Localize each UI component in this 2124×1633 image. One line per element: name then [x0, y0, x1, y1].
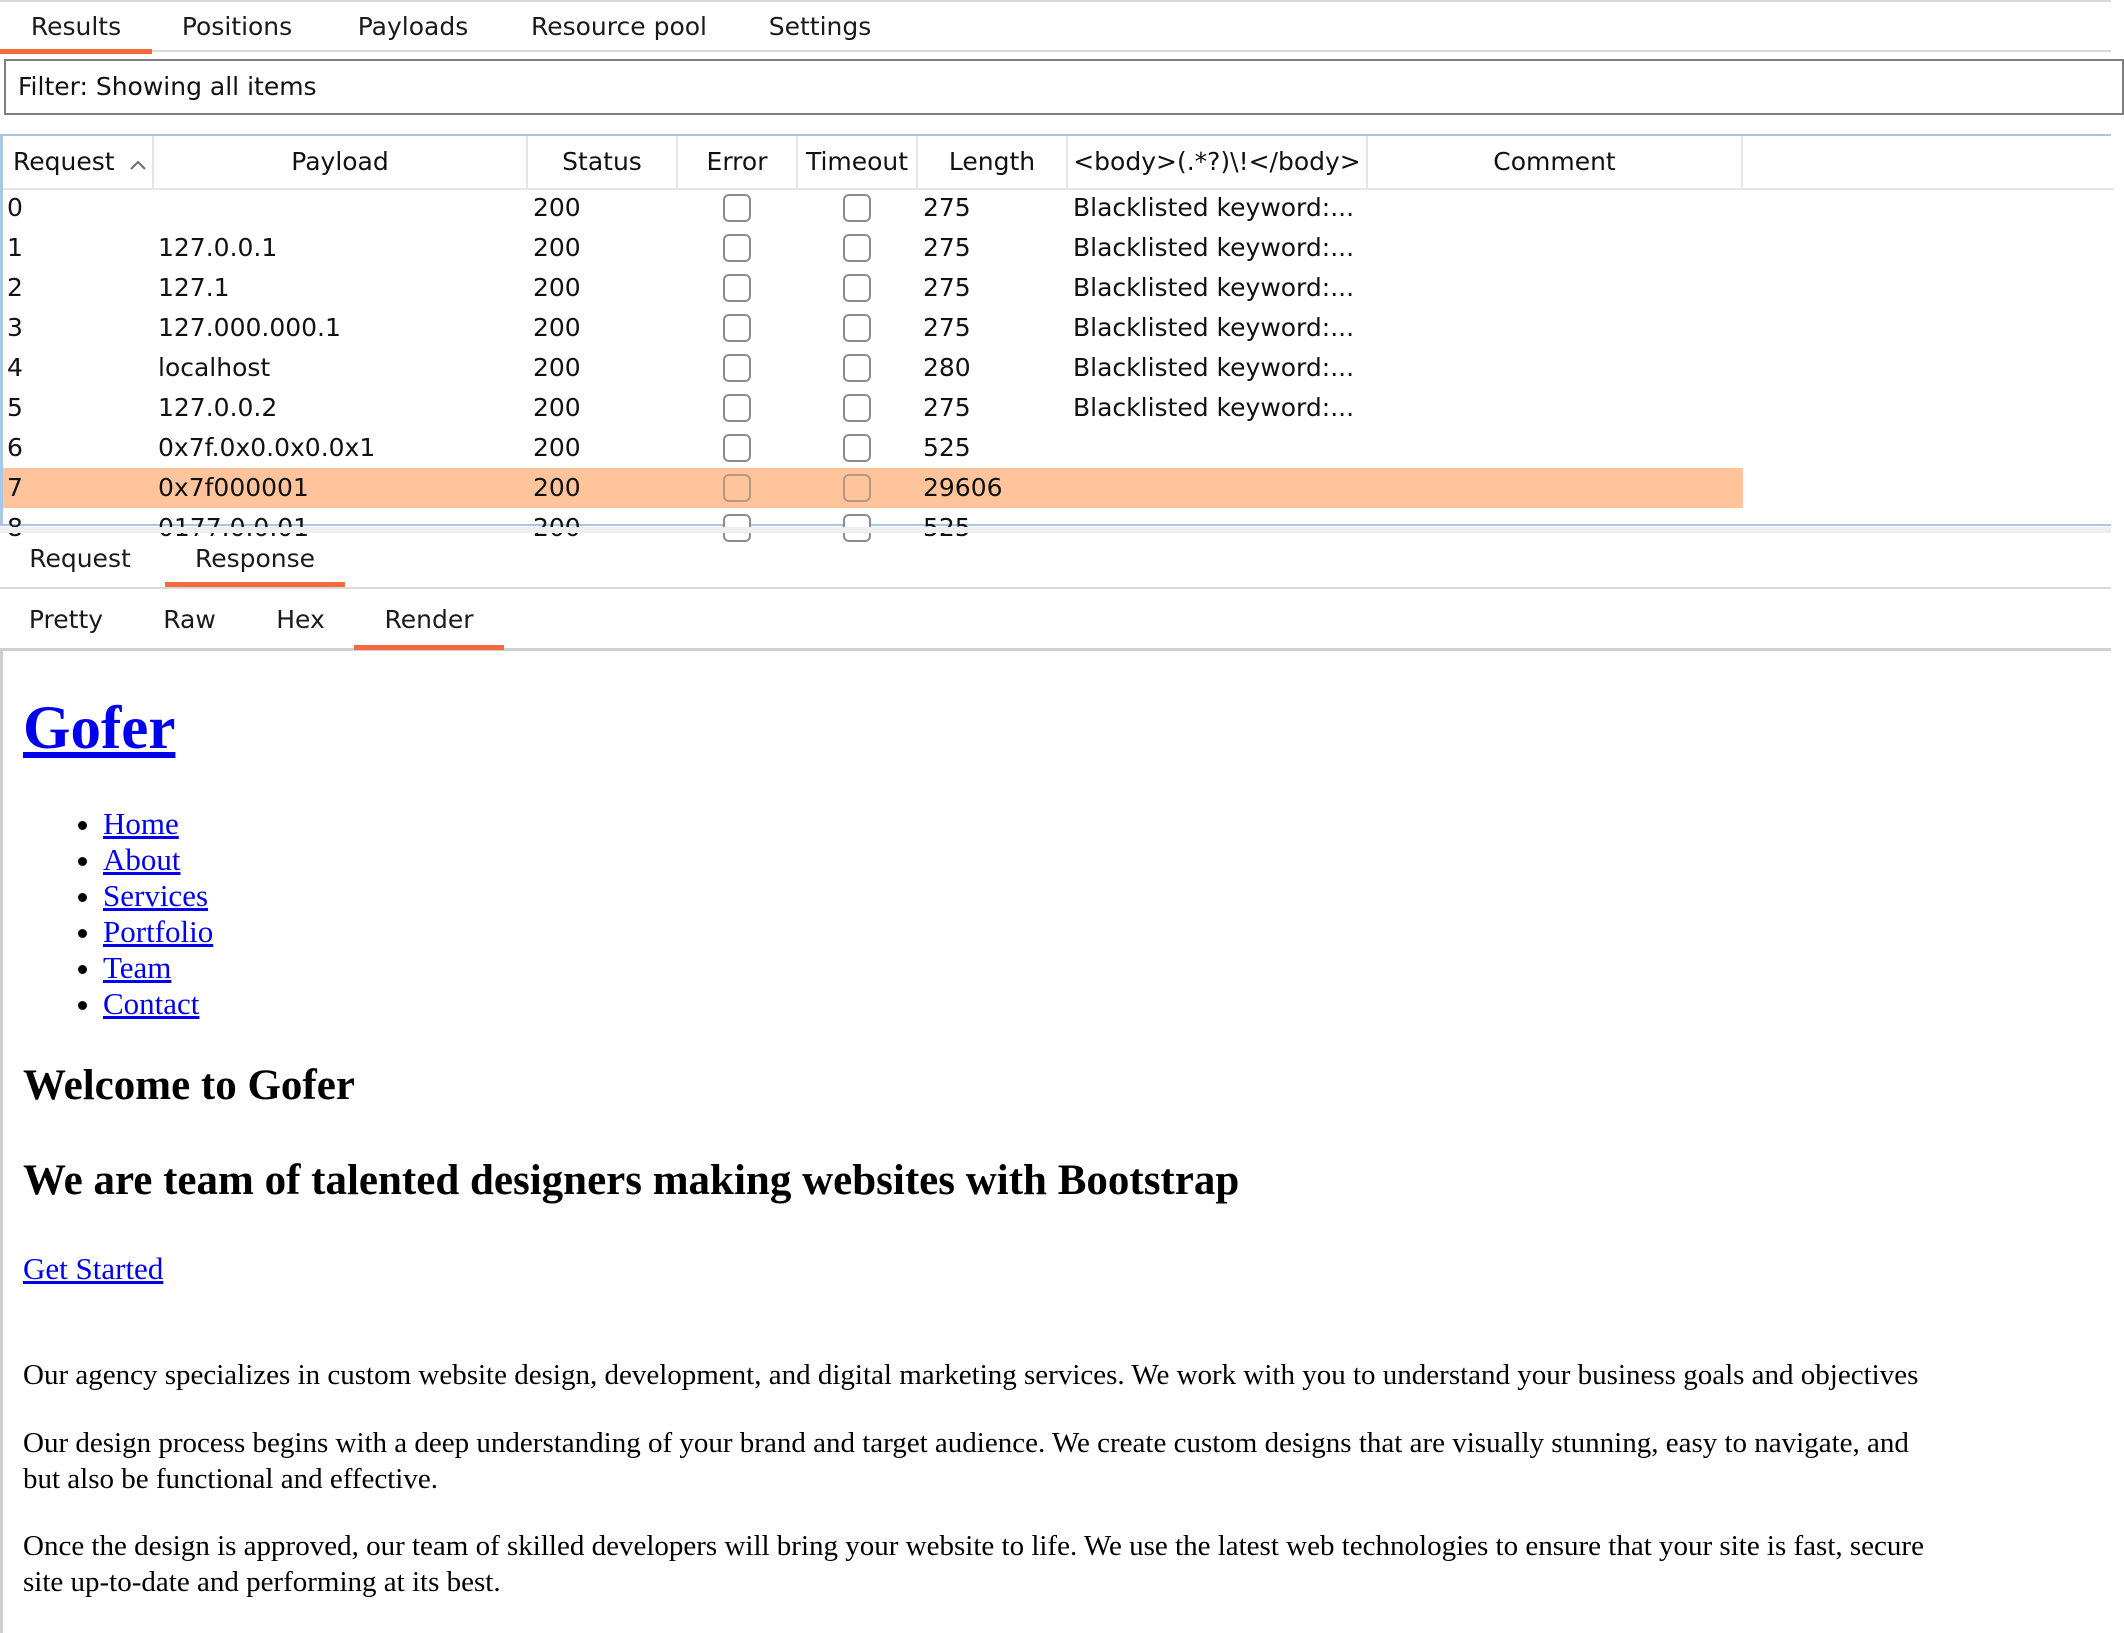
- filter-bar[interactable]: Filter: Showing all items: [4, 59, 2124, 115]
- site-title: [23, 694, 175, 764]
- cell-request: 1: [7, 233, 23, 262]
- cell-request: 0: [7, 193, 23, 222]
- cell-comment: [1373, 308, 1743, 348]
- table-row[interactable]: [3, 348, 1743, 388]
- column-header-length[interactable]: Length: [918, 136, 1068, 188]
- cell-comment: [1373, 188, 1743, 228]
- cell-status: 200: [533, 473, 581, 502]
- tab-resource-pool[interactable]: Resource pool: [530, 12, 707, 41]
- cell-status: 200: [533, 353, 581, 382]
- cell-extract: [1073, 428, 1363, 468]
- tab-positions[interactable]: Positions: [181, 12, 293, 41]
- cell-comment: [1373, 268, 1743, 308]
- column-header-error[interactable]: Error: [678, 136, 798, 188]
- tab-hex[interactable]: Hex: [276, 605, 325, 634]
- tab-settings[interactable]: Settings: [768, 12, 872, 41]
- column-header-request[interactable]: [3, 136, 154, 188]
- table-row[interactable]: [3, 228, 1743, 268]
- cell-request: 6: [7, 433, 23, 462]
- nav-link-team[interactable]: Team: [103, 950, 172, 985]
- timeout-checkbox[interactable]: [843, 354, 871, 382]
- cell-comment: [1373, 228, 1743, 268]
- cell-payload: 127.0.0.1: [158, 233, 278, 262]
- cell-length: 275: [923, 313, 971, 342]
- nav-link-about[interactable]: About: [103, 842, 181, 877]
- cell-extract: Blacklisted keyword:...: [1073, 353, 1355, 382]
- cell-payload: 127.1: [158, 273, 230, 302]
- cell-length: 280: [923, 353, 971, 382]
- error-checkbox[interactable]: [723, 274, 751, 302]
- nav-link-services[interactable]: Services: [103, 878, 209, 913]
- top-tab-bar: [0, 0, 2111, 52]
- error-checkbox[interactable]: [723, 394, 751, 422]
- nav-link-portfolio[interactable]: Portfolio: [103, 914, 214, 949]
- cell-payload: [158, 188, 528, 228]
- cell-extract: Blacklisted keyword:...: [1073, 393, 1355, 422]
- cell-status: 200: [533, 393, 581, 422]
- cell-status: 200: [533, 433, 581, 462]
- cell-status: 200: [533, 233, 581, 262]
- column-header-status[interactable]: Status: [528, 136, 678, 188]
- cell-length: 275: [923, 273, 971, 302]
- table-row[interactable]: [3, 468, 1743, 508]
- paragraph-dev-line1: Once the design is approved, our team of skilled developers will bring your website to life. We use the latest web technologies to ensure that your site is fast, secure: [23, 1530, 1924, 1562]
- cell-comment: [1373, 348, 1743, 388]
- cell-extract: Blacklisted keyword:...: [1073, 313, 1355, 342]
- tab-pretty[interactable]: Pretty: [28, 605, 104, 634]
- tab-render[interactable]: Render: [354, 592, 504, 648]
- timeout-checkbox[interactable]: [843, 394, 871, 422]
- cell-comment: [1373, 428, 1743, 468]
- timeout-checkbox[interactable]: [843, 314, 871, 342]
- paragraph-design-line1: Our design process begins with a deep understanding of your brand and target audience. We create custom designs that are visually stunning, easy to navigate, and: [23, 1427, 1909, 1459]
- message-tab-bar: [0, 533, 2111, 589]
- tab-raw[interactable]: Raw: [163, 605, 216, 634]
- rendered-response: [0, 651, 2111, 1633]
- column-header-payload[interactable]: Payload: [154, 136, 528, 188]
- tab-request[interactable]: Request: [29, 544, 131, 573]
- timeout-checkbox[interactable]: [843, 434, 871, 462]
- timeout-checkbox[interactable]: [843, 194, 871, 222]
- timeout-checkbox[interactable]: [843, 474, 871, 502]
- cell-comment: [1373, 388, 1743, 428]
- timeout-checkbox[interactable]: [843, 234, 871, 262]
- cell-extract: [1073, 468, 1363, 508]
- cell-length: 275: [923, 393, 971, 422]
- column-header-label: Request: [13, 147, 115, 176]
- table-row[interactable]: [3, 308, 1743, 348]
- cell-payload: 0x7f.0x0.0x0.0x1: [158, 433, 376, 462]
- results-table: [0, 134, 2111, 526]
- nav-item: [103, 914, 213, 950]
- error-checkbox[interactable]: [723, 354, 751, 382]
- column-header-timeout[interactable]: Timeout: [798, 136, 918, 188]
- cell-length: 29606: [923, 473, 1003, 502]
- cell-length: 525: [923, 433, 971, 462]
- column-header-extract[interactable]: <body>(.*?)\!</body>: [1068, 136, 1368, 188]
- cell-extract: Blacklisted keyword:...: [1073, 193, 1355, 222]
- tab-results[interactable]: Results: [0, 2, 152, 52]
- error-checkbox[interactable]: [723, 434, 751, 462]
- cell-status: 200: [533, 273, 581, 302]
- cell-request: 2: [7, 273, 23, 302]
- site-title-link[interactable]: Gofer: [23, 695, 176, 762]
- cell-request: 4: [7, 353, 23, 382]
- cell-request: 7: [7, 473, 23, 502]
- welcome-heading: Welcome to Gofer: [23, 1062, 355, 1109]
- view-mode-tab-bar: [0, 592, 2111, 651]
- cell-comment: [1373, 468, 1743, 508]
- cell-request: 5: [7, 393, 23, 422]
- cell-status: 200: [533, 193, 581, 222]
- error-checkbox[interactable]: [723, 474, 751, 502]
- nav-item: [103, 878, 213, 914]
- nav-item: [103, 950, 213, 986]
- cell-status: 200: [533, 313, 581, 342]
- paragraph-agency: Our agency specializes in custom website design, development, and digital marketing services. We work with you to understand your business goals and objectives: [23, 1359, 1919, 1391]
- cell-payload: 127.000.000.1: [158, 313, 341, 342]
- cell-extract: Blacklisted keyword:...: [1073, 233, 1355, 262]
- error-checkbox[interactable]: [723, 234, 751, 262]
- paragraph-design-line2: but also be functional and effective.: [23, 1463, 438, 1495]
- cell-request: 3: [7, 313, 23, 342]
- nav-link-contact[interactable]: Contact: [103, 986, 200, 1021]
- table-row[interactable]: [3, 388, 1743, 428]
- error-checkbox[interactable]: [723, 194, 751, 222]
- cell-length: 275: [923, 193, 971, 222]
- nav-item: [103, 806, 213, 842]
- tab-payloads[interactable]: Payloads: [357, 12, 469, 41]
- error-checkbox[interactable]: [723, 314, 751, 342]
- cell-payload: localhost: [158, 353, 271, 382]
- cell-payload: 0x7f000001: [158, 473, 309, 502]
- table-header: [3, 136, 2114, 190]
- paragraph-dev-line2: site up-to-date and performing at its best.: [23, 1566, 501, 1598]
- table-row[interactable]: [3, 188, 1743, 228]
- column-header-comment[interactable]: Comment: [1368, 136, 1743, 188]
- timeout-checkbox[interactable]: [843, 274, 871, 302]
- site-nav: [23, 806, 213, 1022]
- get-started-paragraph: [23, 1251, 163, 1287]
- nav-item: [103, 986, 213, 1022]
- cell-length: 275: [923, 233, 971, 262]
- cell-extract: Blacklisted keyword:...: [1073, 273, 1355, 302]
- tagline-heading: We are team of talented designers making websites with Bootstrap: [23, 1157, 1240, 1204]
- cell-payload: 127.0.0.2: [158, 393, 278, 422]
- nav-item: [103, 842, 213, 878]
- tab-response[interactable]: Response: [165, 533, 345, 585]
- nav-link-home[interactable]: Home: [103, 806, 179, 841]
- table-row[interactable]: [3, 428, 1743, 468]
- chevron-up-icon: [129, 137, 147, 189]
- table-row[interactable]: [3, 268, 1743, 308]
- get-started-link[interactable]: Get Started: [23, 1251, 164, 1286]
